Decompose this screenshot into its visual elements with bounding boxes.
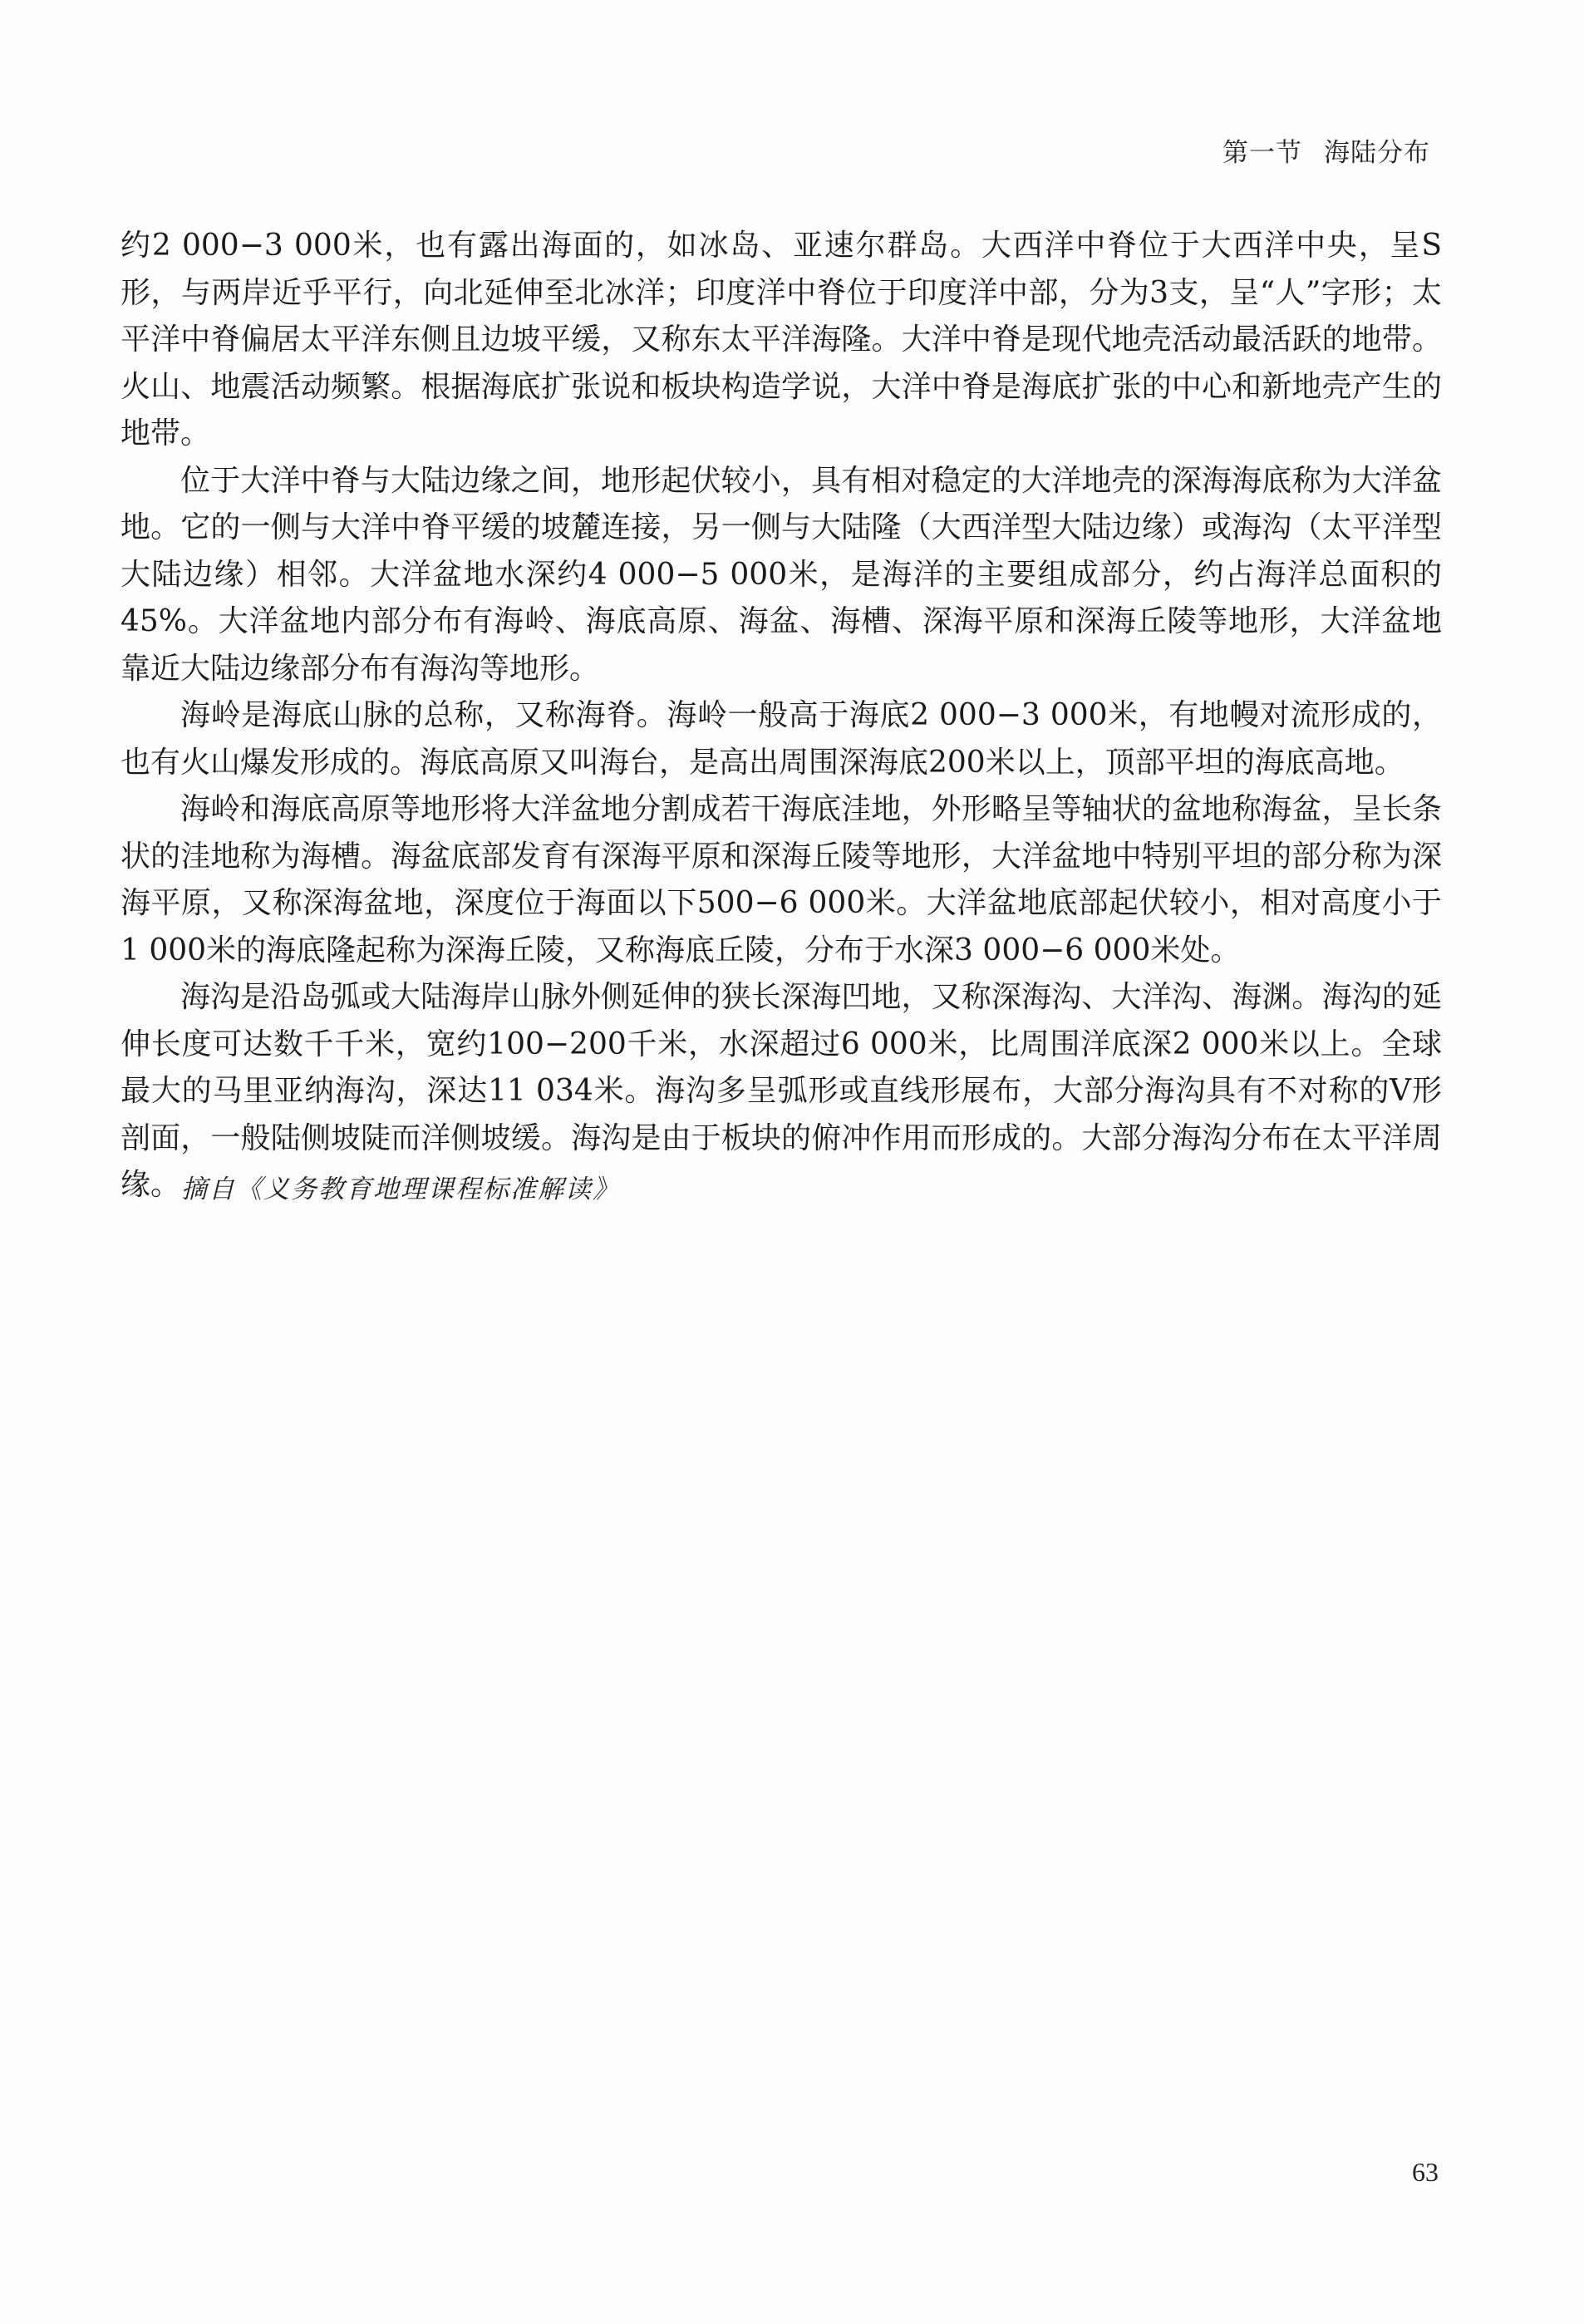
source-citation: 摘自《义务教育地理课程标准解读》: [181, 1174, 620, 1204]
paragraph-mid-ocean-ridge-continued: 约2 000−3 000米，也有露出海面的，如冰岛、亚速尔群岛。大西洋中脊位于大西洋中央，呈S形，与两岸近乎平行，向北延伸至北冰洋；印度洋中脊位于印度洋中部，分为3支，呈“人”字形；太平洋中脊偏居太平洋东侧且边坡平缓，又称东太平洋海隆。大洋中脊是现代地壳活动最活跃的地带。火山、地震活动频繁。根据海底扩张说和板块构造学说，大洋中脊是海底扩张的中心和新地壳产生的地带。: [121, 229, 1442, 451]
paragraph-basin-trough: 海岭和海底高原等地形将大洋盆地分割成若干海底洼地，外形略呈等轴状的盆地称海盆，呈长条状的洼地称为海槽。海盆底部发育有深海平原和深海丘陵等地形，大洋盆地中特别平坦的部分称为深海平原，又称深海盆地，深度位于海面以下500−6 000米。大洋盆地底部起伏较小，相对高度小于1 000米的海底隆起称为深海丘陵，又称海底丘陵，分布于水深3 000−6 000米处。: [121, 792, 1442, 968]
section-title: 海陆分布: [1324, 138, 1430, 168]
body-text: [121, 223, 1442, 1209]
paragraph-ridge-plateau: 海岭是海底山脉的总称，又称海脊。海岭一般高于海底2 000−3 000米，有地幔对流形成的，也有火山爆发形成的。海底高原又叫海台，是高出周围深海底200米以上，顶部平坦的海底高地。: [121, 698, 1442, 780]
paragraph-trench: 海沟是沿岛弧或大陆海岸山脉外侧延伸的狭长深海凹地，又称深海沟、大洋沟、海渊。海沟的延伸长度可达数千千米，宽约100−200千米，水深超过6 000米，比周围洋底深2 000米以上。全球最大的马里亚纳海沟，深达11 034米。海沟多呈弧形或直线形展布，大部分海沟具有不对称的V形剖面，一般陆侧坡陡而洋侧坡缓。海沟是由于板块的俯冲作用而形成的。大部分海沟分布在太平洋周缘。: [121, 980, 1442, 1202]
section-number: 第一节: [1222, 138, 1302, 168]
paragraph-ocean-basin: 位于大洋中脊与大陆边缘之间，地形起伏较小，具有相对稳定的大洋地壳的深海海底称为大洋盆地。它的一侧与大洋中脊平缓的坡麓连接，另一侧与大陆隆（大西洋型大陆边缘）或海沟（太平洋型大陆边缘）相邻。大洋盆地水深约4 000−5 000米，是海洋的主要组成部分，约占海洋总面积的45%。大洋盆地内部分布有海岭、海底高原、海盆、海槽、深海平原和深海丘陵等地形，大洋盆地靠近大陆边缘部分布有海沟等地形。: [121, 463, 1442, 686]
running-header: [1222, 131, 1430, 169]
page-number: 63: [1412, 2157, 1439, 2187]
